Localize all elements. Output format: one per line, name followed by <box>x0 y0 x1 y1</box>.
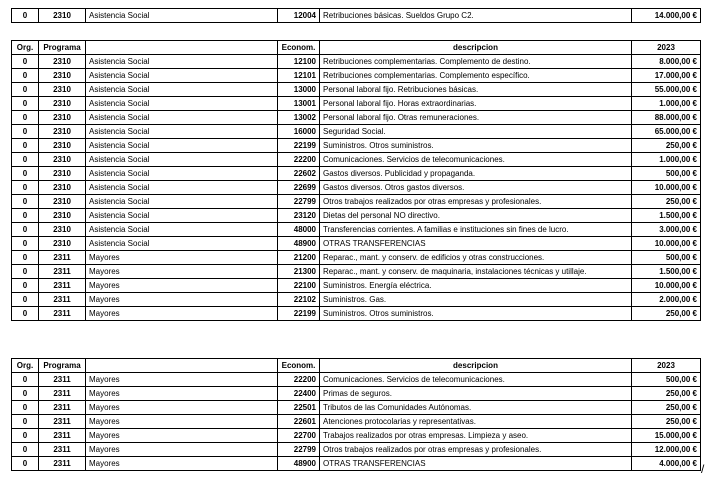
cell-org: 0 <box>12 167 39 181</box>
cell-programa: 2311 <box>39 251 86 265</box>
cell-econom: 22199 <box>278 139 320 153</box>
cell-amount: 1.500,00 € <box>632 265 701 279</box>
cell-programa: 2310 <box>39 9 86 23</box>
cell-org: 0 <box>12 237 39 251</box>
cell-amount: 1.000,00 € <box>632 97 701 111</box>
cell-amount: 12.000,00 € <box>632 443 701 457</box>
cell-amount: 10.000,00 € <box>632 181 701 195</box>
cell-descripcion: Otros trabajos realizados por otras empresas y profesionales. <box>320 443 632 457</box>
cell-descripcion: Trabajos realizados por otras empresas. Limpieza y aseo. <box>320 429 632 443</box>
cell-program-name: Mayores <box>86 429 278 443</box>
cell-econom: 22400 <box>278 387 320 401</box>
cell-descripcion: Suministros. Energía eléctrica. <box>320 279 632 293</box>
cell-program-name: Asistencia Social <box>86 125 278 139</box>
cell-programa: 2310 <box>39 139 86 153</box>
cell-org: 0 <box>12 223 39 237</box>
cell-amount: 15.000,00 € <box>632 429 701 443</box>
cell-program-name: Asistencia Social <box>86 167 278 181</box>
cell-descripcion: Transferencias corrientes. A familias e instituciones sin fines de lucro. <box>320 223 632 237</box>
cell-org: 0 <box>12 387 39 401</box>
cell-amount: 3.000,00 € <box>632 223 701 237</box>
cell-programa: 2311 <box>39 373 86 387</box>
cell-programa: 2310 <box>39 69 86 83</box>
cell-programa: 2311 <box>39 429 86 443</box>
cell-econom: 48000 <box>278 223 320 237</box>
cell-descripcion: Personal laboral fijo. Horas extraordinarias. <box>320 97 632 111</box>
cell-descripcion: Retribuciones complementarias. Complemento de destino. <box>320 55 632 69</box>
cell-descripcion: Personal laboral fijo. Otras remuneraciones. <box>320 111 632 125</box>
cell-econom: 22102 <box>278 293 320 307</box>
cell-programa: 2311 <box>39 401 86 415</box>
cell-program-name: Asistencia Social <box>86 9 278 23</box>
table-row <box>12 443 701 457</box>
cell-program-name: Asistencia Social <box>86 55 278 69</box>
cell-amount: 55.000,00 € <box>632 83 701 97</box>
cell-program-name: Asistencia Social <box>86 237 278 251</box>
cell-programa: 2311 <box>39 265 86 279</box>
cell-programa: 2311 <box>39 415 86 429</box>
cell-amount: 10.000,00 € <box>632 237 701 251</box>
table-row <box>12 457 701 471</box>
header-blank <box>86 359 278 373</box>
table-row <box>12 429 701 443</box>
cell-descripcion: Dietas del personal NO directivo. <box>320 209 632 223</box>
cell-descripcion: Primas de seguros. <box>320 387 632 401</box>
budget-table-bottom <box>11 358 701 471</box>
cell-programa: 2310 <box>39 125 86 139</box>
cell-econom: 48900 <box>278 457 320 471</box>
header-year: 2023 <box>632 41 701 55</box>
header-descripcion: descripcion <box>320 359 632 373</box>
cell-amount: 500,00 € <box>632 373 701 387</box>
cell-programa: 2310 <box>39 111 86 125</box>
cell-econom: 22799 <box>278 195 320 209</box>
cell-econom: 48900 <box>278 237 320 251</box>
cell-econom: 13001 <box>278 97 320 111</box>
header-year: 2023 <box>632 359 701 373</box>
table-row <box>12 307 701 321</box>
cell-program-name: Asistencia Social <box>86 209 278 223</box>
cell-econom: 22601 <box>278 415 320 429</box>
cell-org: 0 <box>12 181 39 195</box>
header-blank <box>86 41 278 55</box>
cell-org: 0 <box>12 443 39 457</box>
table-row <box>12 237 701 251</box>
header-descripcion: descripcion <box>320 41 632 55</box>
cell-org: 0 <box>12 401 39 415</box>
cell-econom: 22699 <box>278 181 320 195</box>
cell-programa: 2310 <box>39 195 86 209</box>
cell-econom: 22799 <box>278 443 320 457</box>
trailing-mark: / <box>701 462 705 476</box>
budget-table-top <box>11 8 701 23</box>
cell-org: 0 <box>12 429 39 443</box>
cell-econom: 22700 <box>278 429 320 443</box>
budget-table-main <box>11 40 701 321</box>
cell-econom: 12100 <box>278 55 320 69</box>
cell-programa: 2310 <box>39 153 86 167</box>
header-programa: Programa <box>39 41 86 55</box>
cell-descripcion: OTRAS TRANSFERENCIAS <box>320 237 632 251</box>
cell-econom: 22501 <box>278 401 320 415</box>
cell-org: 0 <box>12 69 39 83</box>
table-row <box>12 209 701 223</box>
table-row <box>12 293 701 307</box>
cell-program-name: Asistencia Social <box>86 83 278 97</box>
cell-programa: 2311 <box>39 457 86 471</box>
cell-program-name: Asistencia Social <box>86 97 278 111</box>
header-org: Org. <box>12 359 39 373</box>
cell-descripcion: Suministros. Gas. <box>320 293 632 307</box>
cell-programa: 2311 <box>39 293 86 307</box>
cell-program-name: Mayores <box>86 415 278 429</box>
cell-amount: 1.000,00 € <box>632 153 701 167</box>
cell-descripcion: Reparac., mant. y conserv. de edificios y otras construcciones. <box>320 251 632 265</box>
cell-programa: 2311 <box>39 279 86 293</box>
cell-descripcion: Comunicaciones. Servicios de telecomunicaciones. <box>320 153 632 167</box>
cell-program-name: Asistencia Social <box>86 181 278 195</box>
cell-org: 0 <box>12 279 39 293</box>
table-row <box>12 9 701 23</box>
header-org: Org. <box>12 41 39 55</box>
cell-program-name: Mayores <box>86 307 278 321</box>
cell-descripcion: Suministros. Otros suministros. <box>320 307 632 321</box>
cell-amount: 500,00 € <box>632 251 701 265</box>
cell-programa: 2311 <box>39 443 86 457</box>
table-row <box>12 97 701 111</box>
cell-econom: 13000 <box>278 83 320 97</box>
cell-descripcion: Gastos diversos. Otros gastos diversos. <box>320 181 632 195</box>
cell-org: 0 <box>12 139 39 153</box>
cell-econom: 22100 <box>278 279 320 293</box>
cell-program-name: Mayores <box>86 457 278 471</box>
cell-org: 0 <box>12 97 39 111</box>
cell-org: 0 <box>12 195 39 209</box>
cell-amount: 88.000,00 € <box>632 111 701 125</box>
cell-amount: 10.000,00 € <box>632 279 701 293</box>
cell-descripcion: Gastos diversos. Publicidad y propaganda. <box>320 167 632 181</box>
cell-descripcion: Retribuciones complementarias. Complemento específico. <box>320 69 632 83</box>
cell-program-name: Mayores <box>86 373 278 387</box>
cell-descripcion: Reparac., mant. y conserv. de maquinaria, instalaciones técnicas y utillaje. <box>320 265 632 279</box>
cell-descripcion: Seguridad Social. <box>320 125 632 139</box>
cell-org: 0 <box>12 125 39 139</box>
table-row <box>12 125 701 139</box>
cell-descripcion: Personal laboral fijo. Retribuciones básicas. <box>320 83 632 97</box>
cell-org: 0 <box>12 415 39 429</box>
cell-programa: 2310 <box>39 223 86 237</box>
cell-programa: 2310 <box>39 181 86 195</box>
cell-amount: 4.000,00 € <box>632 457 701 471</box>
cell-amount: 250,00 € <box>632 387 701 401</box>
cell-program-name: Mayores <box>86 401 278 415</box>
cell-amount: 14.000,00 € <box>632 9 701 23</box>
cell-program-name: Asistencia Social <box>86 195 278 209</box>
cell-org: 0 <box>12 293 39 307</box>
cell-org: 0 <box>12 307 39 321</box>
cell-programa: 2310 <box>39 167 86 181</box>
table-row <box>12 55 701 69</box>
cell-programa: 2311 <box>39 387 86 401</box>
cell-amount: 8.000,00 € <box>632 55 701 69</box>
cell-org: 0 <box>12 55 39 69</box>
cell-program-name: Asistencia Social <box>86 223 278 237</box>
cell-econom: 13002 <box>278 111 320 125</box>
cell-amount: 250,00 € <box>632 307 701 321</box>
cell-econom: 16000 <box>278 125 320 139</box>
cell-org: 0 <box>12 373 39 387</box>
table-row <box>12 181 701 195</box>
cell-programa: 2310 <box>39 209 86 223</box>
cell-econom: 12004 <box>278 9 320 23</box>
header-row <box>12 41 701 55</box>
cell-econom: 23120 <box>278 209 320 223</box>
cell-program-name: Mayores <box>86 279 278 293</box>
cell-amount: 250,00 € <box>632 415 701 429</box>
cell-program-name: Asistencia Social <box>86 69 278 83</box>
cell-econom: 21300 <box>278 265 320 279</box>
header-econom: Econom. <box>278 41 320 55</box>
cell-org: 0 <box>12 83 39 97</box>
cell-descripcion: Comunicaciones. Servicios de telecomunicaciones. <box>320 373 632 387</box>
cell-programa: 2310 <box>39 83 86 97</box>
cell-programa: 2310 <box>39 97 86 111</box>
header-programa: Programa <box>39 359 86 373</box>
table-row <box>12 69 701 83</box>
table-row <box>12 415 701 429</box>
cell-program-name: Mayores <box>86 443 278 457</box>
table-row <box>12 83 701 97</box>
table-row <box>12 111 701 125</box>
cell-org: 0 <box>12 111 39 125</box>
cell-program-name: Asistencia Social <box>86 111 278 125</box>
cell-program-name: Mayores <box>86 387 278 401</box>
cell-econom: 22602 <box>278 167 320 181</box>
cell-org: 0 <box>12 265 39 279</box>
cell-econom: 22200 <box>278 373 320 387</box>
cell-descripcion: Tributos de las Comunidades Autónomas. <box>320 401 632 415</box>
cell-amount: 250,00 € <box>632 195 701 209</box>
cell-program-name: Mayores <box>86 265 278 279</box>
table-row <box>12 167 701 181</box>
cell-descripcion: Atenciones protocolarias y representativas. <box>320 415 632 429</box>
cell-econom: 22200 <box>278 153 320 167</box>
table-row <box>12 279 701 293</box>
cell-program-name: Mayores <box>86 251 278 265</box>
table-row <box>12 223 701 237</box>
cell-descripcion: OTRAS TRANSFERENCIAS <box>320 457 632 471</box>
cell-descripcion: Retribuciones básicas. Sueldos Grupo C2. <box>320 9 632 23</box>
header-row <box>12 359 701 373</box>
cell-amount: 65.000,00 € <box>632 125 701 139</box>
table-row <box>12 401 701 415</box>
table-row <box>12 139 701 153</box>
table-row <box>12 251 701 265</box>
table-row <box>12 387 701 401</box>
cell-programa: 2310 <box>39 55 86 69</box>
cell-amount: 500,00 € <box>632 167 701 181</box>
cell-org: 0 <box>12 9 39 23</box>
table-row <box>12 373 701 387</box>
cell-econom: 22199 <box>278 307 320 321</box>
cell-amount: 17.000,00 € <box>632 69 701 83</box>
cell-amount: 250,00 € <box>632 139 701 153</box>
cell-program-name: Asistencia Social <box>86 139 278 153</box>
cell-program-name: Asistencia Social <box>86 153 278 167</box>
cell-program-name: Mayores <box>86 293 278 307</box>
cell-org: 0 <box>12 209 39 223</box>
table-row <box>12 195 701 209</box>
cell-amount: 2.000,00 € <box>632 293 701 307</box>
cell-econom: 21200 <box>278 251 320 265</box>
cell-org: 0 <box>12 457 39 471</box>
header-econom: Econom. <box>278 359 320 373</box>
table-row <box>12 265 701 279</box>
cell-programa: 2311 <box>39 307 86 321</box>
cell-org: 0 <box>12 251 39 265</box>
table-row <box>12 153 701 167</box>
cell-amount: 1.500,00 € <box>632 209 701 223</box>
cell-econom: 12101 <box>278 69 320 83</box>
cell-org: 0 <box>12 153 39 167</box>
cell-programa: 2310 <box>39 237 86 251</box>
cell-descripcion: Suministros. Otros suministros. <box>320 139 632 153</box>
cell-descripcion: Otros trabajos realizados por otras empresas y profesionales. <box>320 195 632 209</box>
cell-amount: 250,00 € <box>632 401 701 415</box>
